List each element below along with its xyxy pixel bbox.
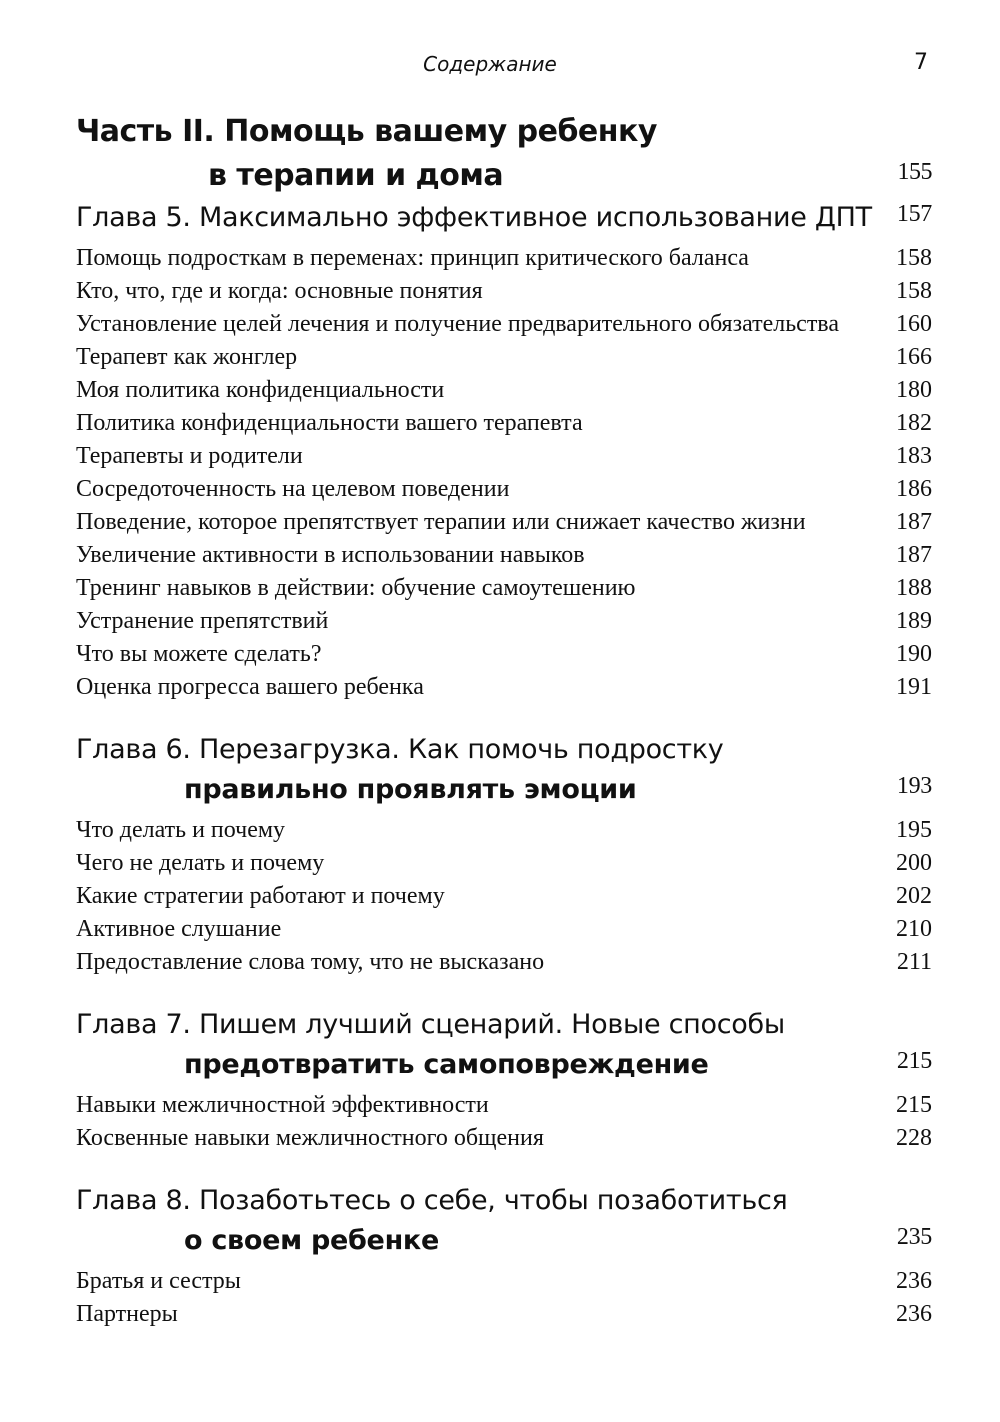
chapter-5-sections — [76, 242, 932, 704]
toc-entry-page: 236 — [896, 1268, 932, 1294]
toc-entry — [76, 1298, 932, 1331]
toc-entry — [76, 440, 932, 473]
part-heading — [76, 110, 932, 198]
table-of-contents — [76, 110, 932, 1331]
toc-entry — [76, 275, 932, 308]
chapter-title-line1: Глава 7. Пишем лучший сценарий. Новые способы — [76, 1009, 785, 1040]
toc-entry-page: 183 — [896, 443, 932, 469]
chapter-heading — [76, 198, 932, 238]
toc-entry-page: 182 — [896, 410, 932, 436]
toc-entry — [76, 539, 932, 572]
chapter-page: 157 — [896, 201, 932, 227]
toc-entry-page: 189 — [896, 608, 932, 634]
chapter-title-line2: предотвратить самоповреждение — [184, 1049, 709, 1080]
chapter-page: 215 — [896, 1048, 932, 1074]
toc-entry — [76, 946, 932, 979]
toc-entry-title: Братья и сестры — [76, 1268, 241, 1294]
toc-entry-title: Активное слушание — [76, 916, 282, 942]
toc-entry-page: 190 — [896, 641, 932, 667]
toc-entry-title: Терапевт как жонглер — [76, 344, 298, 370]
toc-entry — [76, 1265, 932, 1298]
toc-entry-title: Устранение препятствий — [76, 608, 329, 634]
toc-entry-title: Чего не делать и почему — [76, 850, 325, 876]
toc-entry-page: 211 — [896, 949, 932, 975]
running-title: Содержание — [423, 52, 557, 76]
toc-entry-page: 228 — [896, 1125, 932, 1151]
toc-entry — [76, 341, 932, 374]
chapter-heading — [76, 1005, 932, 1085]
chapter-6-sections — [76, 814, 932, 979]
toc-entry — [76, 1089, 932, 1122]
chapter-page: 193 — [896, 773, 932, 799]
toc-entry — [76, 374, 932, 407]
toc-entry-title: Сосредоточенность на целевом поведении — [76, 476, 510, 502]
toc-entry-title: Поведение, которое препятствует терапии или снижает качество жизни — [76, 509, 806, 535]
chapter-title-line2: правильно проявлять эмоции — [184, 774, 637, 805]
chapter-title: Глава 5. Максимально эффективное использование ДПТ — [76, 202, 872, 233]
chapter-heading — [76, 1181, 932, 1261]
toc-entry-title: Увеличение активности в использовании навыков — [76, 542, 585, 568]
toc-entry-page: 195 — [896, 817, 932, 843]
toc-entry-title: Косвенные навыки межличностного общения — [76, 1125, 544, 1151]
toc-entry-title: Моя политика конфиденциальности — [76, 377, 445, 403]
toc-entry-page: 210 — [896, 916, 932, 942]
toc-entry-page: 236 — [896, 1301, 932, 1327]
page-header — [0, 52, 1000, 82]
toc-entry — [76, 913, 932, 946]
toc-entry-page: 202 — [896, 883, 932, 909]
toc-entry — [76, 572, 932, 605]
toc-entry-title: Предоставление слова тому, что не высказано — [76, 949, 545, 975]
part-title-line1: Часть II. Помощь вашему ребенку — [76, 114, 657, 149]
toc-entry-page: 187 — [896, 509, 932, 535]
toc-entry-page: 188 — [896, 575, 932, 601]
toc-entry — [76, 880, 932, 913]
chapter-7-sections — [76, 1089, 932, 1155]
toc-entry-title: Партнеры — [76, 1301, 178, 1327]
chapter-title-line1: Глава 8. Позаботьтесь о себе, чтобы позаботиться — [76, 1185, 788, 1216]
chapter-page: 235 — [896, 1224, 932, 1250]
chapter-title-line1: Глава 6. Перезагрузка. Как помочь подростку — [76, 734, 724, 765]
toc-entry — [76, 671, 932, 704]
toc-entry-page: 180 — [896, 377, 932, 403]
toc-entry — [76, 638, 932, 671]
part-title-line2: в терапии и дома — [208, 158, 504, 193]
toc-entry-page: 158 — [896, 245, 932, 271]
toc-entry-page: 200 — [896, 850, 932, 876]
chapter-title-line2: о своем ребенке — [184, 1225, 439, 1256]
toc-entry-page: 158 — [896, 278, 932, 304]
toc-entry-title: Навыки межличностной эффективности — [76, 1092, 489, 1118]
toc-entry-title: Тренинг навыков в действии: обучение самоутешению — [76, 575, 636, 601]
toc-entry — [76, 605, 932, 638]
toc-entry-title: Политика конфиденциальности вашего терапевта — [76, 410, 583, 436]
toc-entry — [76, 1122, 932, 1155]
page-number: 7 — [914, 50, 928, 75]
toc-entry — [76, 308, 932, 341]
toc-entry-page: 166 — [896, 344, 932, 370]
toc-entry — [76, 407, 932, 440]
part-page: 155 — [897, 159, 932, 185]
chapter-heading — [76, 730, 932, 810]
toc-entry — [76, 847, 932, 880]
toc-entry-page: 191 — [896, 674, 932, 700]
toc-entry — [76, 506, 932, 539]
toc-entry-title: Терапевты и родители — [76, 443, 303, 469]
toc-entry-page: 187 — [896, 542, 932, 568]
toc-entry-title: Оценка прогресса вашего ребенка — [76, 674, 424, 700]
toc-entry-title: Установление целей лечения и получение предварительного обязательства — [76, 311, 839, 337]
toc-entry-title: Помощь подросткам в переменах: принцип критического баланса — [76, 245, 749, 271]
toc-entry — [76, 242, 932, 275]
toc-entry-title: Кто, что, где и когда: основные понятия — [76, 278, 483, 304]
toc-entry-title: Какие стратегии работают и почему — [76, 883, 445, 909]
toc-entry-page: 160 — [896, 311, 932, 337]
toc-entry-page: 186 — [896, 476, 932, 502]
toc-entry-title: Что вы можете сделать? — [76, 641, 322, 667]
toc-entry — [76, 473, 932, 506]
toc-entry — [76, 814, 932, 847]
toc-entry-title: Что делать и почему — [76, 817, 286, 843]
toc-entry-page: 215 — [896, 1092, 932, 1118]
chapter-8-sections — [76, 1265, 932, 1331]
